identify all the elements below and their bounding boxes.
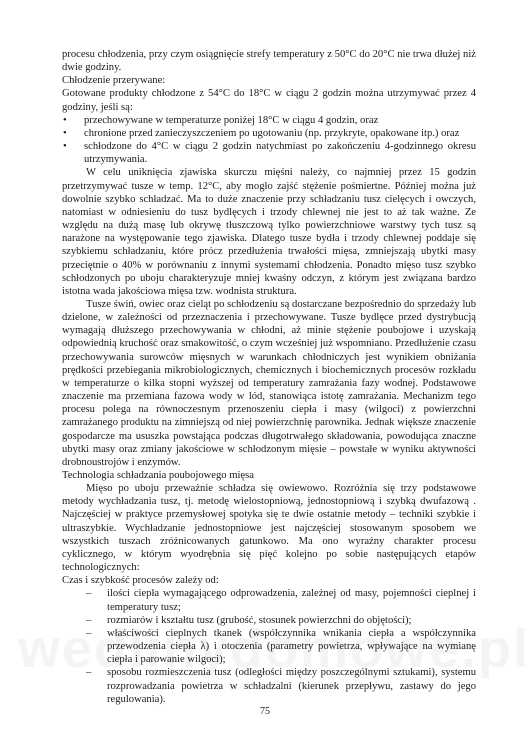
page-body — [62, 48, 476, 706]
paragraph-cooling-methods: Mięso po uboju przeważnie schładza się owiewowo. Rozróżnia się trzy podstawowe metody wychładzania tusz, tj. metodę wielostopniową, jednostopniową i szybką dwufazową . Najczęściej w praktyce przemysłowej spotyka się te dwie ostatnie metody – techniki szybkie i ultraszybkie. Wychładzanie jednostopniowe jest najczęściej stosowanym sposobem we wszystkich tuszach zróżnicowanych gatunkowo. Ma ono wyraźny charakter procesu cyklicznego, w którym wyodrębnia się pięć kolejno po sobie następujących etapów technologicznych: — [62, 483, 476, 574]
list-item: – sposobu rozmieszczenia tusz (odległości między poszczególnymi sztukami), systemu rozprowadzania powietrza w schładzalni (kierunek przepływu, zastawy do jego regulowania). — [62, 666, 476, 705]
paragraph-storage: Tusze świń, owiec oraz cieląt po schłodzeniu są dostarczane bezpośrednio do sprzedaży lub dzielone, w zależności od przeznaczenia i przechowywane. Tusze bydlęce przed dystrybucją wymagają dłuższego przechowywania w chłodni, aż minie stężenie poubojowe i uzyskają odpowiednią kruchość oraz smakowitość, o czym wcześniej już wspomniano. Przedłużenie czasu przechowywania surowców mięsnych w warunkach chłodniczych jest wynikiem obniżania prędkości przebiegania mikrobiologicznych, chemicznych i biochemicznych procesów rozkładu w temperaturze o kilka stopni wyższej od temperatury zamrażania fazy wodnej. Podstawowe znaczenie ma przemiana fazowa wody w lód, stanowiąca istotę zamrażania. Mechanizm tego procesu polega na równoczesnym przenoszeniu ciepła i masy (wilgoci) z powierzchni zamrażanego produktu na zimniejszą od niej powierzchnię parownika. Jednak większe znaczenie gospodarcze ma ususzka powstająca podczas długotrwałego składowania, powodująca znaczne ubytki masy oraz zmiany jakościowe w schłodzonym mięsie – powstałe w wyniku aktywności drobnoustrojów i enzymów. — [62, 298, 476, 468]
list-item: • schłodzone do 4°C w ciągu 2 godzin natychmiast po zakończeniu 4-godzinnego okresu utrzymywania. — [62, 140, 476, 166]
paragraph-cooling-intro: procesu chłodzenia, przy czym osiągnięcie strefy temperatury z 50°C do 20°C nie trwa dłużej niż dwie godziny. — [62, 49, 476, 74]
paragraph-muscle-contraction: W celu uniknięcia zjawiska skurczu mięśni należy, co najmniej przez 15 godzin przetrzymywać tusze w temp. 12°C, aby mogło zajść stężenie pośmiertne. Później można już dowolnie szybko schładzać. Ma to duże znaczenie przy schładzaniu tusz cielęcych i owczych, natomiast w odniesieniu do tusz bydlęcych i trzody chlewnej nie jest to aż tak ważne. Ze względu na dużą masę lub okrywę tłuszczową tylko powierzchniowe warstwy tych tusz są narażone na występowanie tego zjawiska. Dlatego tusze bydła i trzody chlewnej poddaje się szybkiemu schładzaniu, które prócz przedłużenia trwałości mięsa, zmniejszają ubytki masy przeciętnie o 40% w porównaniu z innymi systemami chłodzenia. Ponadto mięso tusz szybko schłodzonych po uboju charakteryzuje mniej kwaśny odczyn, z którym jest związana bardzo istotna wada jakościowa mięsa tzw. wodnista struktura. — [62, 167, 476, 297]
list-item: • chronione przed zanieczyszczeniem po ugotowaniu (np. przykryte, opakowane itp.) oraz — [62, 127, 476, 140]
subheading-interrupted-cooling: Chłodzenie przerywane: — [62, 75, 166, 87]
list-item: – rozmiarów i kształtu tusz (grubość, stosunek powierzchni do objętości); — [62, 614, 476, 627]
conditions-list — [62, 114, 476, 167]
page-number: 75 — [260, 706, 270, 717]
factors-list — [62, 587, 476, 705]
list-item: – właściwości cieplnych tkanek (współczynnika wnikania ciepła a współczynnika przewodzenia ciepła λ) i otoczenia (parametry powietrza, wpływające na wymianę ciepła i parowanie wilgoci); — [62, 627, 476, 666]
list-item: – ilości ciepła wymagającego odprowadzenia, zależnej od masy, pojemności cieplnej i temperatury tusz; — [62, 587, 476, 613]
factors-intro: Czas i szybkość procesów zależy od: — [62, 575, 219, 587]
list-item: • przechowywane w temperaturze poniżej 18°C w ciągu 4 godzin, oraz — [62, 114, 476, 127]
paragraph-conditions: Gotowane produkty chłodzone z 54°C do 18°C w ciągu 2 godzin można utrzymywać przez 4 godziny, jeśli są: — [62, 88, 476, 113]
section-heading: Technologia schładzania poubojowego mięsa — [62, 470, 254, 481]
